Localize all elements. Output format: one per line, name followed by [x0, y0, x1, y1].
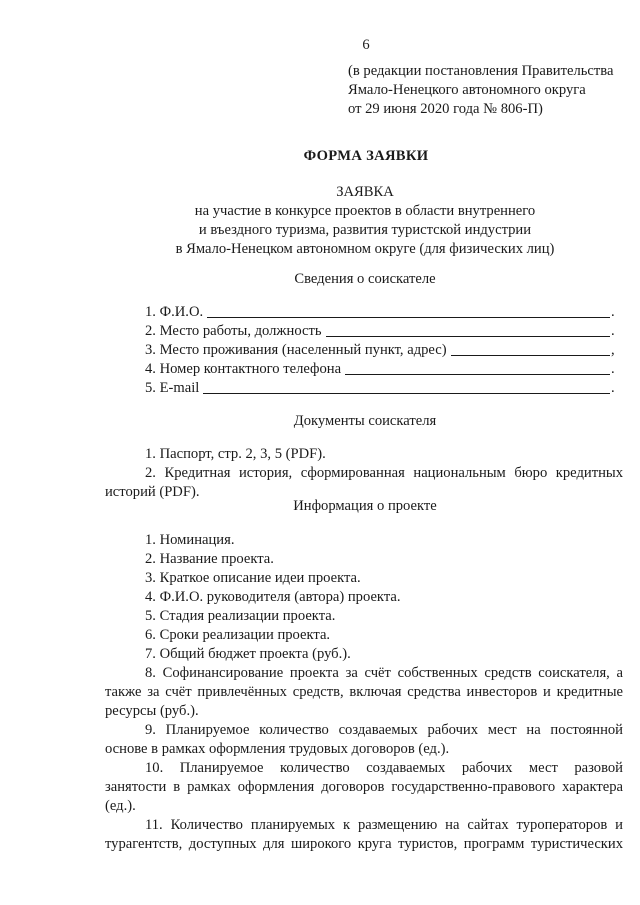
- field-label: 2. Место работы, должность: [145, 323, 322, 339]
- project-item-line: 11. Количество планируемых к размещению на сайтах туроператоров и: [145, 817, 623, 833]
- application-subtitle-line: в Ямало-Ненецком автономном округе (для физических лиц): [175, 241, 555, 257]
- project-item-line: 10. Планируемое количество создаваемых рабочих мест разовой: [145, 760, 623, 776]
- application-heading: ЗАЯВКА: [336, 184, 394, 200]
- project-item: [105, 759, 623, 816]
- application-header: [110, 183, 620, 259]
- project-item-line: (ед.).: [105, 798, 136, 814]
- project-item: 2. Название проекта.: [145, 551, 274, 567]
- edition-note-line: Ямало-Ненецкого автономного округа: [348, 82, 586, 98]
- applicant-section-heading: Сведения о соискателе: [294, 271, 436, 287]
- blank-line[interactable]: [451, 345, 610, 356]
- project-item-line: также за счёт привлечённых средств, включая средства инвесторов и кредитные: [105, 684, 623, 700]
- project-item: 5. Стадия реализации проекта.: [145, 608, 336, 624]
- edition-note-line: (в редакции постановления Правительства: [348, 63, 614, 79]
- edition-note-line: от 29 июня 2020 года № 806-П): [348, 101, 543, 117]
- field-label: 5. E-mail: [145, 380, 200, 396]
- project-item-line: турагентств, доступных для широкого круга туристов, программ туристических: [105, 836, 623, 852]
- blank-line[interactable]: [326, 326, 611, 337]
- project-item: 1. Номинация.: [145, 532, 235, 548]
- documents-section-heading: Документы соискателя: [293, 413, 437, 429]
- project-item: [105, 664, 623, 721]
- field-label: 3. Место проживания (населенный пункт, адрес): [145, 342, 447, 358]
- project-item: [105, 816, 623, 854]
- form-title: ФОРМА ЗАЯВКИ: [303, 148, 429, 164]
- field-label: 4. Номер контактного телефона: [145, 361, 342, 377]
- blank-line[interactable]: [345, 364, 610, 375]
- project-item: 4. Ф.И.О. руководителя (автора) проекта.: [145, 589, 401, 605]
- project-item-line: основе в рамках оформления трудовых договоров (ед.).: [105, 741, 450, 757]
- project-item-line: 9. Планируемое количество создаваемых рабочих мест на постоянной: [145, 722, 623, 738]
- project-item-line: 8. Софинансирование проекта за счёт собственных средств соискателя, а: [145, 665, 623, 681]
- blank-line[interactable]: [203, 383, 610, 394]
- field-phone[interactable]: 4. Номер контактного телефона .: [145, 361, 615, 377]
- field-label: 1. Ф.И.О.: [145, 304, 204, 320]
- field-residence[interactable]: 3. Место проживания (населенный пункт, адрес) ,: [145, 342, 615, 358]
- blank-line[interactable]: [207, 307, 610, 318]
- document-item-line: 2. Кредитная история, сформированная национальным бюро кредитных: [145, 465, 623, 481]
- field-full-name[interactable]: 1. Ф.И.О. .: [145, 304, 615, 320]
- application-subtitle-line: на участие в конкурсе проектов в области внутреннего: [194, 203, 536, 219]
- page-number: 6: [362, 37, 370, 53]
- project-item: 6. Сроки реализации проекта.: [145, 627, 331, 643]
- project-item: 7. Общий бюджет проекта (руб.).: [145, 646, 351, 662]
- project-section-heading: Информация о проекте: [293, 498, 437, 514]
- document-item-line: историй (PDF).: [105, 484, 200, 500]
- document-item: 1. Паспорт, стр. 2, 3, 5 (PDF).: [145, 446, 326, 462]
- application-subtitle-line: и въездного туризма, развития туристской индустрии: [198, 222, 532, 238]
- field-workplace[interactable]: 2. Место работы, должность .: [145, 323, 615, 339]
- project-item: 3. Краткое описание идеи проекта.: [145, 570, 361, 586]
- project-item-line: занятости в рамках оформления договоров государственно-правового характера: [105, 779, 623, 795]
- project-item-line: ресурсы (руб.).: [105, 703, 199, 719]
- project-item: [105, 721, 623, 759]
- field-email[interactable]: 5. E-mail .: [145, 380, 615, 396]
- edition-note: [348, 62, 633, 119]
